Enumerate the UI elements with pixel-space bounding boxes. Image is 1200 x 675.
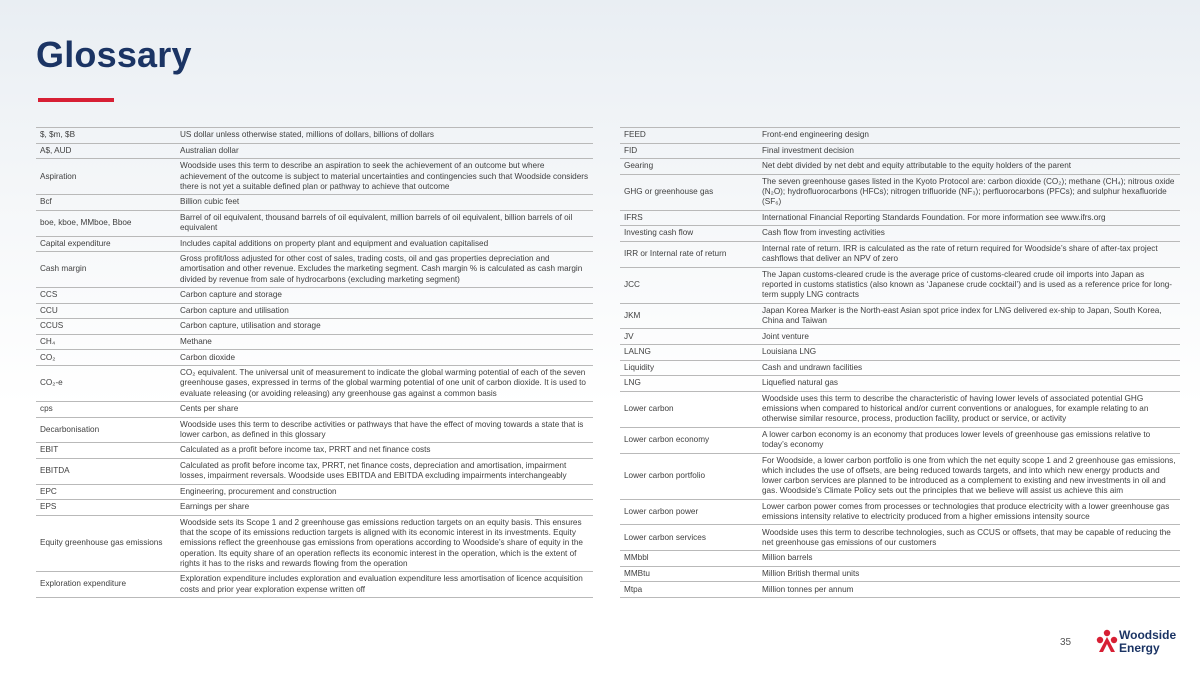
glossary-table-left	[36, 127, 593, 598]
glossary-term: EPC	[36, 484, 176, 500]
glossary-definition: Million barrels	[758, 551, 1180, 567]
glossary-term: CCS	[36, 288, 176, 304]
glossary-row	[36, 143, 593, 159]
glossary-definition: Barrel of oil equivalent, thousand barrels of oil equivalent, million barrels of oil equivalent, billion barrels of oil equivalent	[176, 210, 593, 236]
glossary-row	[36, 159, 593, 195]
glossary-definition: Gross profit/loss adjusted for other cost of sales, trading costs, oil and gas properties depreciation and amortisation and other revenue. Excludes the marketing segment. Cash margin % is calculated as cash margin divided by revenue from sale of hydrocarbons (excluding marketing segment)	[176, 252, 593, 288]
glossary-term: Investing cash flow	[620, 226, 758, 242]
glossary-row	[36, 458, 593, 484]
glossary-row	[36, 500, 593, 516]
glossary-term: FID	[620, 143, 758, 159]
glossary-definition: Includes capital additions on property plant and equipment and evaluation capitalised	[176, 236, 593, 252]
glossary-term: Lower carbon portfolio	[620, 453, 758, 499]
glossary-definition: Engineering, procurement and construction	[176, 484, 593, 500]
glossary-definition: Million British thermal units	[758, 566, 1180, 582]
glossary-definition: Woodside uses this term to describe technologies, such as CCUS or offsets, that may be capable of reducing the net greenhouse gas emissions of our customers	[758, 525, 1180, 551]
glossary-term: JV	[620, 329, 758, 345]
glossary-term: CO₂-e	[36, 365, 176, 401]
glossary-row	[36, 128, 593, 144]
glossary-term: LALNG	[620, 345, 758, 361]
glossary-term: Lower carbon	[620, 391, 758, 427]
glossary-row	[36, 443, 593, 459]
glossary-term: Cash margin	[36, 252, 176, 288]
glossary-row	[620, 345, 1180, 361]
glossary-row	[620, 391, 1180, 427]
glossary-row	[620, 499, 1180, 525]
glossary-term: Lower carbon power	[620, 499, 758, 525]
glossary-definition: Methane	[176, 334, 593, 350]
glossary-definition: Calculated as a profit before income tax, PRRT and net finance costs	[176, 443, 593, 459]
glossary-term: MMbbl	[620, 551, 758, 567]
glossary-row	[620, 427, 1180, 453]
glossary-term: $, $m, $B	[36, 128, 176, 144]
glossary-row	[620, 143, 1180, 159]
glossary-row	[36, 195, 593, 211]
glossary-definition: Woodside sets its Scope 1 and 2 greenhouse gas emissions reduction targets on an equity basis. This ensures that the scope of its emissions reduction targets is aligned with its economic interest in its investments. Equity emissions reflect the greenhouse gas emissions from operations according to Woodside’s share of equity in the operation. Its equity share of an operation reflects its economic interest in the operation, which is the extent of rights it has to the risks and rewards flowing from the operation	[176, 515, 593, 571]
glossary-definition: Carbon dioxide	[176, 350, 593, 366]
glossary-row	[36, 334, 593, 350]
glossary-row	[36, 303, 593, 319]
glossary-term: A$, AUD	[36, 143, 176, 159]
glossary-row	[620, 525, 1180, 551]
glossary-definition: The Japan customs-cleared crude is the average price of customs-cleared crude oil imports into Japan as reported in customs statistics (also known as ‘Japanese crude cocktail’) and is used as a reference price for long-term supply LNG contracts	[758, 267, 1180, 303]
glossary-term: MMBtu	[620, 566, 758, 582]
glossary-row	[36, 572, 593, 598]
glossary-definition: Carbon capture and storage	[176, 288, 593, 304]
glossary-row	[620, 360, 1180, 376]
glossary-definition: Internal rate of return. IRR is calculated as the rate of return required for Woodside’s share of after-tax project cashflows that deliver an NPV of zero	[758, 241, 1180, 267]
glossary-term: Lower carbon services	[620, 525, 758, 551]
glossary-definition: Carbon capture and utilisation	[176, 303, 593, 319]
glossary-definition: For Woodside, a lower carbon portfolio is one from which the net equity scope 1 and 2 greenhouse gas emissions, which includes the use of offsets, are being reduced towards targets, and into which new energy products and lower carbon services are planned to be introduced as a complement to existing and new investments in oil and gas. Woodside’s Climate Policy sets out the principles that we believe will assist us achieve this aim	[758, 453, 1180, 499]
glossary-term: IRR or Internal rate of return	[620, 241, 758, 267]
glossary-term: IFRS	[620, 210, 758, 226]
glossary-definition: Woodside uses this term to describe the characteristic of having lower levels of associated potential GHG emissions when compared to historical and/or current conventions or analogues, for example relating to an otherwise similar resource, process, production facility, product or service, or activity	[758, 391, 1180, 427]
glossary-row	[620, 566, 1180, 582]
brand-line-2: Energy	[1119, 641, 1160, 655]
glossary-term: CCUS	[36, 319, 176, 335]
logo-flame-icon	[1095, 628, 1119, 656]
glossary-term: Decarbonisation	[36, 417, 176, 443]
glossary-row	[36, 484, 593, 500]
glossary-table-right	[620, 127, 1180, 598]
glossary-row	[620, 159, 1180, 175]
glossary-term: Exploration expenditure	[36, 572, 176, 598]
glossary-definition: The seven greenhouse gases listed in the Kyoto Protocol are: carbon dioxide (CO₂); methane (CH₄); nitrous oxide (N₂O); hydrofluorocarbons (HFCs); nitrogen trifluoride (NF₃); perfluorocarbons (PFCs); and sulphur hexafluoride (SF₆)	[758, 174, 1180, 210]
glossary-definition: Exploration expenditure includes exploration and evaluation expenditure less amortisation of licence acquisition costs and prior year exploration expense written off	[176, 572, 593, 598]
glossary-row	[620, 329, 1180, 345]
glossary-definition: A lower carbon economy is an economy that produces lower levels of greenhouse gas emissions relative to today’s economy	[758, 427, 1180, 453]
glossary-term: LNG	[620, 376, 758, 392]
glossary-definition: Lower carbon power comes from processes or technologies that produce electricity with a lower greenhouse gas emissions intensity relative to electricity produced from a higher emissions intensity source	[758, 499, 1180, 525]
glossary-row	[36, 515, 593, 571]
glossary-row	[620, 128, 1180, 144]
glossary-definition: US dollar unless otherwise stated, millions of dollars, billions of dollars	[176, 128, 593, 144]
glossary-row	[620, 376, 1180, 392]
glossary-row	[36, 210, 593, 236]
glossary-definition: Million tonnes per annum	[758, 582, 1180, 598]
glossary-term: boe, kboe, MMboe, Bboe	[36, 210, 176, 236]
page-number: 35	[1060, 637, 1072, 648]
page-title: Glossary	[36, 34, 192, 75]
glossary-definition: Australian dollar	[176, 143, 593, 159]
glossary-term: Capital expenditure	[36, 236, 176, 252]
glossary-term: Mtpa	[620, 582, 758, 598]
glossary-term: Gearing	[620, 159, 758, 175]
glossary-row	[620, 241, 1180, 267]
glossary-row	[620, 210, 1180, 226]
glossary-row	[620, 267, 1180, 303]
brand-line-1: Woodside	[1119, 628, 1177, 642]
glossary-definition: Billion cubic feet	[176, 195, 593, 211]
glossary-row	[620, 453, 1180, 499]
glossary-definition: Japan Korea Marker is the North-east Asian spot price index for LNG delivered ex-ship to Japan, South Korea, China and Taiwan	[758, 303, 1180, 329]
glossary-term: Aspiration	[36, 159, 176, 195]
glossary-row	[36, 319, 593, 335]
glossary-definition: Net debt divided by net debt and equity attributable to the equity holders of the parent	[758, 159, 1180, 175]
glossary-term: Equity greenhouse gas emissions	[36, 515, 176, 571]
glossary-term: cps	[36, 401, 176, 417]
glossary-row	[620, 174, 1180, 210]
glossary-definition: International Financial Reporting Standards Foundation. For more information see www.ifrs.org	[758, 210, 1180, 226]
glossary-term: GHG or greenhouse gas	[620, 174, 758, 210]
glossary-term: Lower carbon economy	[620, 427, 758, 453]
glossary-row	[620, 303, 1180, 329]
glossary-term: JCC	[620, 267, 758, 303]
glossary-definition: Liquefied natural gas	[758, 376, 1180, 392]
glossary-definition: Woodside uses this term to describe activities or pathways that have the effect of moving towards a state that is lower carbon, as defined in this glossary	[176, 417, 593, 443]
glossary-row	[620, 226, 1180, 242]
glossary-definition: Final investment decision	[758, 143, 1180, 159]
glossary-definition: Earnings per share	[176, 500, 593, 516]
glossary-term: Bcf	[36, 195, 176, 211]
glossary-row	[36, 417, 593, 443]
glossary-term: EBIT	[36, 443, 176, 459]
glossary-term: CH₄	[36, 334, 176, 350]
glossary-term: FEED	[620, 128, 758, 144]
glossary-row	[36, 365, 593, 401]
glossary-row	[36, 401, 593, 417]
glossary-term: JKM	[620, 303, 758, 329]
glossary-term: EPS	[36, 500, 176, 516]
glossary-definition: Woodside uses this term to describe an aspiration to seek the achievement of an outcome but where achievement of the outcome is subject to material uncertainties and contingencies such that Woodside considers there is not yet a suitable defined plan or pathway to achieve that outcome	[176, 159, 593, 195]
glossary-definition: Cash flow from investing activities	[758, 226, 1180, 242]
glossary-definition: Louisiana LNG	[758, 345, 1180, 361]
glossary-row	[36, 252, 593, 288]
glossary-term: CO₂	[36, 350, 176, 366]
glossary-definition: Carbon capture, utilisation and storage	[176, 319, 593, 335]
glossary-term: EBITDA	[36, 458, 176, 484]
glossary-row	[36, 350, 593, 366]
glossary-definition: CO₂ equivalent. The universal unit of measurement to indicate the global warming potential of each of the seven greenhouse gases, expressed in terms of the global warming potential of one unit of carbon dioxide. It is used to evaluate releasing (or avoiding releasing) any greenhouse gas against a common basis	[176, 365, 593, 401]
glossary-definition: Cents per share	[176, 401, 593, 417]
glossary-term: Liquidity	[620, 360, 758, 376]
glossary-row	[36, 236, 593, 252]
glossary-definition: Front-end engineering design	[758, 128, 1180, 144]
glossary-definition: Calculated as profit before income tax, PRRT, net finance costs, depreciation and amortisation, impairment losses, impairment reversals. Woodside uses EBITDA and EBITDA excluding impairments interchangeably	[176, 458, 593, 484]
title-underline	[38, 98, 114, 102]
glossary-term: CCU	[36, 303, 176, 319]
woodside-energy-logo	[1095, 628, 1175, 658]
glossary-definition: Joint venture	[758, 329, 1180, 345]
glossary-row	[620, 582, 1180, 598]
glossary-row	[620, 551, 1180, 567]
glossary-row	[36, 288, 593, 304]
glossary-definition: Cash and undrawn facilities	[758, 360, 1180, 376]
